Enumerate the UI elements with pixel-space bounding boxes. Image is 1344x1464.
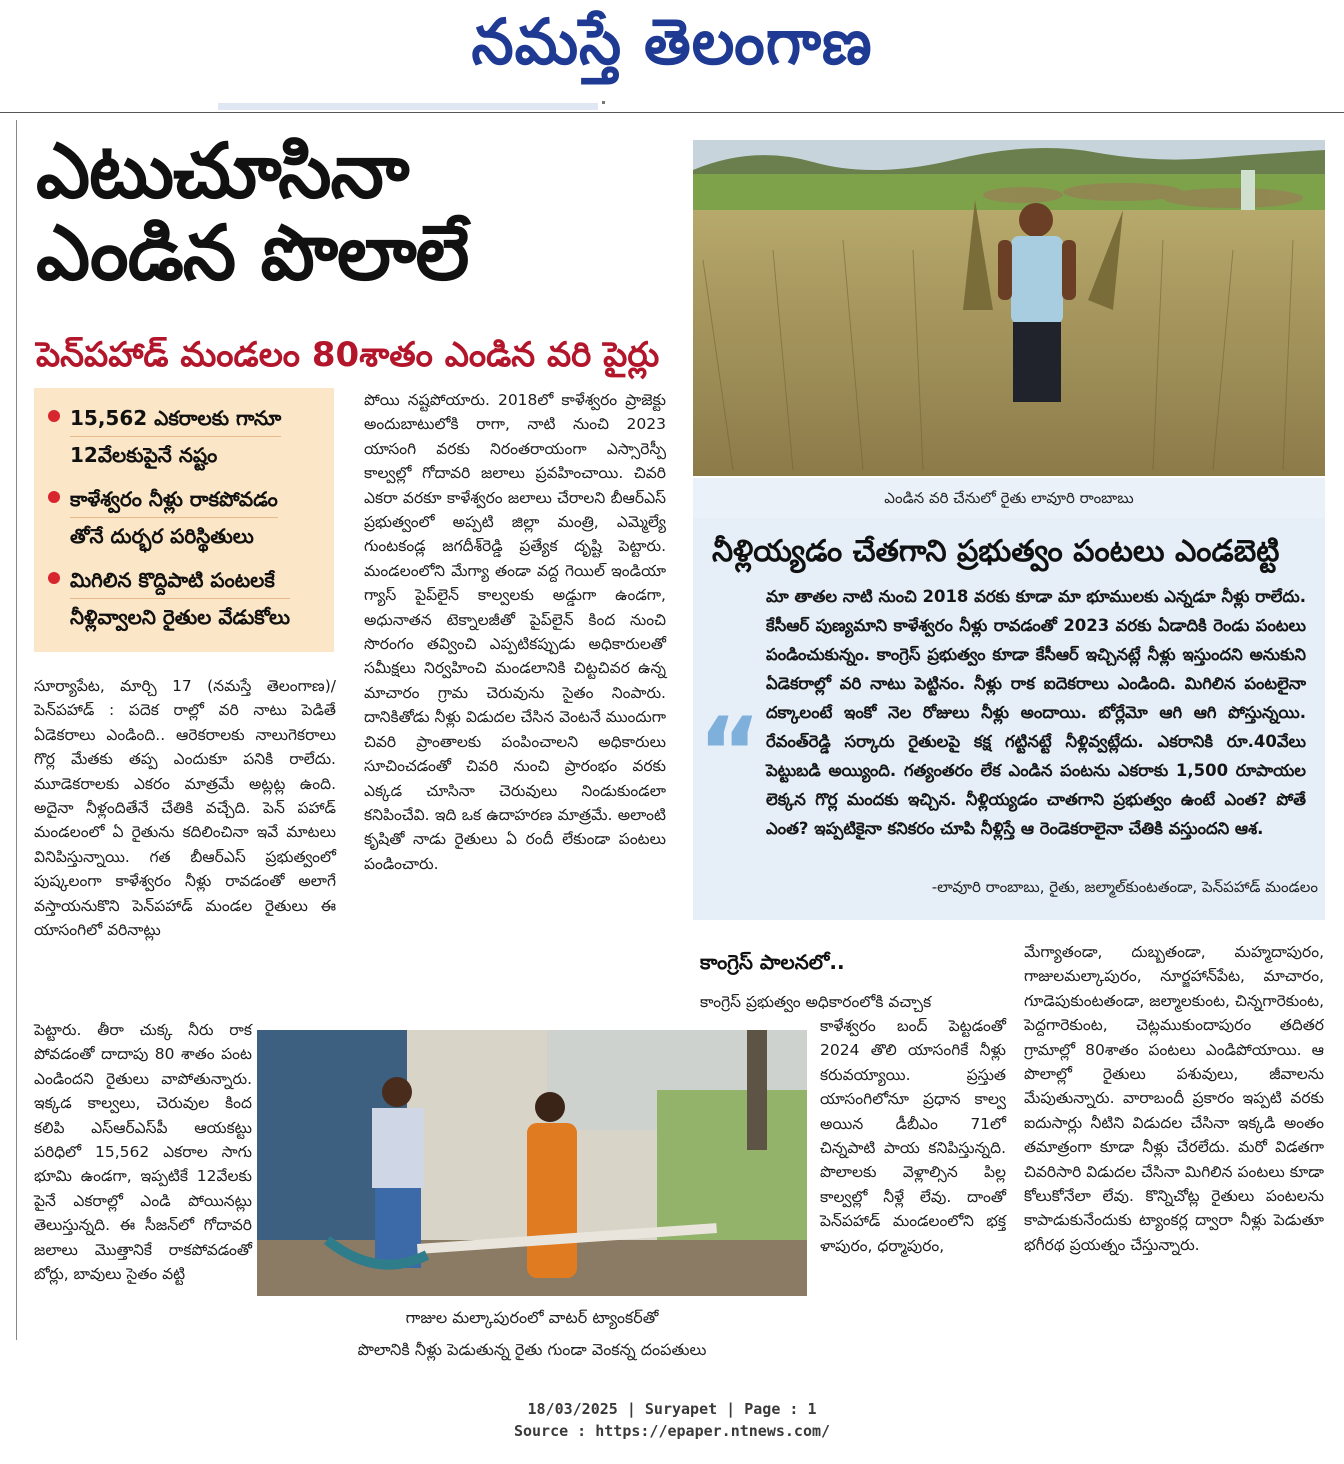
footer-date-edition: 18/03/2025 | Suryapet | Page : 1 (527, 1400, 817, 1418)
footer-source: Source : https://epaper.ntnews.com/ (513, 1422, 831, 1440)
masthead-divider (0, 112, 1344, 113)
photo-caption-top: ఎండిన వరి చేనులో రైతు లావూరి రాంబాబు (693, 478, 1325, 518)
article-column-1: సూర్యాపేట, మార్చి 17 (నమస్తే తెలంగాణ)/పెన్‌పహాడ్ : పదెక రాల్లో వరి నాటు పెడితే ఏడెకరాలు ఎండింది.. ఆరెకరాలకు నాలుగెకరాలు గొర్ల మేతకు తప్ప ఎందుకూ పనికి రాలేదు. మూడెకరాలకు ఎకరం మాత్రమే అట్లట్ల ఉంది. అదైనా నీళ్లందితేనే చేతికి వచ్చేది. పెన్ పహాడ్ మండలంలో ఏ రైతును కదిలించినా ఇవే మాటలు వినిపిస్తున్నాయి. గత బీఆర్‌ఎస్ ప్రభుత్వంలో పుష్కలంగా కాళేశ్వరం నీళ్లు రావడంతో అలాగే వస్తాయనుకొని పెన్‌పహాడ్ మండల రైతులు ఈ యాసంగిలో వరినాట్లు (34, 677, 336, 940)
photo-caption-bottom-line-1: గాజుల మల్కాపురంలో వాటర్ ట్యాంకర్‌తో (405, 1308, 659, 1327)
quote-text: మా తాతల నాటి నుంచి 2018 వరకు కూడా మా భూములకు ఎన్నడూ నీళ్లు రాలేదు. కేసీఆర్ పుణ్యమాని కాళేశ్వరం నీళ్లు రావడంతో 2023 వరకు ఏడాదికి రెండు పంటలు పండించుకున్నం. కాంగ్రెస్ ప్రభుత్వం కూడా కేసీఆర్ ఇచ్చినట్లే నీళ్లు ఇస్తుందని అనుకుని ఏడెకరాల్లో వరి నాటు పెట్టినం. నీళ్లు రాక ఐదెకరాలు ఎండింది. మిగిలిన పంటలైనా దక్కాలంటే ఇంకో నెల రోజులు నీళ్లు అందాయి. బోర్లేమో ఆగి ఆగి పోస్తున్నయి. రేవంత్‌రెడ్డి సర్కారు రైతులపై కక్ష గట్టినట్టే నీళ్లివ్వట్లేదు. ఎకరానికి రూ.40వేలు పెట్టుబడి అయ్యింది. గత్యంతరం లేక ఎండిన పంటను ఎకరాకు 1,500 రూపాయల లెక్కన గొర్ల మందకు ఇచ్చిన. నీళ్లియ్యడం చాతగాని ప్రభుత్వం ఉంటే ఎంత? పోతే ఎంత? ఇప్పటికైనా కనికరం చూపి నీళ్లిస్తే ఆ రెండెకరాలైనా చేతికి వస్తుందని ఆశ. (766, 587, 1306, 838)
headline-line-1: ఎటుచూసినా (36, 126, 409, 215)
photo-caption-bottom (257, 1302, 807, 1366)
left-margin-rule (16, 120, 17, 1340)
bullet-icon (48, 410, 60, 422)
article-column-2: పోయి నష్టపోయారు. 2018లో కాళేశ్వరం ప్రాజెక్టు అందుబాటులోకి రాగా, నాటి నుంచి 2023 యాసంగి వరకు నిరంతరాయంగా ఎస్సారెస్పీ కాల్వల్లో గోదావరి జలాలు ప్రవహించాయి. చివరి ఎకరా వరకూ కాళేశ్వరం జలాలు చేరాలని బీఆర్‌ఎస్ ప్రభుత్వంలో అప్పటి జిల్లా మంత్రి, ఎమ్మెల్యే గుంటకండ్ల జగదీశ్‌రెడ్డి ప్రత్యేక దృష్టి పెట్టారు. మండలంలోని మేగ్యా తండా వద్ద గెయిల్ ఇండియా గ్యాస్ పైప్‌లైన్ కాల్వలకు అడ్డుగా ఉండగా, అధునాతన టెక్నాలజీతో పైప్‌లైన్ కింద నుంచి సొరంగం తవ్వించి ఎప్పటికప్పుడు అధికారులతో సమీక్షలు నిర్వహించి మండలానికి చిట్టచివర ఉన్న మాచారం గ్రామ చెరువును సైతం నింపారు. దానికితోడు నీళ్లు విడుదల చేసిన వెంటనే ముందుగా చివరి ప్రాంతాలకు పంపించాలని అధికారులు సూచించడంతో చివరి నుంచి ప్రారంభం వరకు ఎక్కడ చూసినా చెరువులు నిండుకుండలా కనిపించేవి. ఇది ఒక ఉదాహరణ మాత్రమే. అలాంటి కృషితో నాడు రైతులు ఏ రందీ లేకుండా పంటలు పండించారు. (364, 391, 666, 873)
bullet-icon (48, 491, 60, 503)
masthead-accent-bar (218, 103, 598, 110)
subheadline: పెన్‌పహాడ్ మండలం 80శాతం ఎండిన వరి పైర్లు (36, 335, 660, 375)
page-footer (0, 1398, 1344, 1442)
article-column-1-continued: పెట్టారు. తీరా చుక్క నీరు రాక పోవడంతో దాదాపు 80 శాతం పంట ఎండిందని రైతులు వాపోతున్నారు. ఇక్కడ కాల్వలు, చెరువుల కింద కలిపి ఎస్‌ఆర్‌ఎస్‌పీ ఆయకట్టు పరిధిలో 15,562 ఎకరాల సాగు భూమి ఉండగా, ఇప్పటికే 12వేలకు పైనే ఎకరాల్లో ఎండి పోయినట్లు తెలుస్తున్నది. ఈ సీజన్‌లో గోదావరి జలాలు మొత్తానికే రాకపోవడంతో బోర్లు, బావులు సైతం వట్టి (34, 1021, 252, 1284)
congress-column-3: కాళేశ్వరం బంద్ పెట్టడంతో 2024 తొలి యాసంగికే నీళ్లు కరువయ్యాయి. ప్రస్తుత యాసంగిలోనూ ప్రధాన కాల్వ అయిన డీబీఎం 71లో చిన్నపాటి పాయ కనిపిస్తున్నది. పొలాలకు వెళ్లాల్సిన పిల్ల కాల్వల్లో నీళ్లే లేవు. దాంతో పెన్‌పహాడ్ మండలంలోని భక్త ళాపురం, ధర్మాపురం, (820, 1017, 1006, 1255)
photo-caption-bottom-line-2: పొలానికి నీళ్లు పెడుతున్న రైతు గుండా వెంకన్న దంపతులు (357, 1340, 707, 1359)
bullet-icon (48, 572, 60, 584)
highlight-item: కాళేశ్వరం నీళ్లు రాకపోవడం తోనే దుర్భర పరిస్థితులు (44, 481, 324, 554)
congress-column-intro: కాంగ్రెస్ ప్రభుత్వం అధికారంలోకి వచ్చాక (700, 993, 932, 1011)
quote-attribution: -లావూరి రాంబాబు, రైతు, జల్మాల్‌కుంటతండా, పెన్‌పహాడ్ మండలం (931, 878, 1318, 896)
newspaper-logo: నమస్తే తెలంగాణ (471, 5, 873, 80)
highlights-box (34, 388, 334, 652)
photo-water-tanker (257, 1030, 807, 1296)
photo-farmer-dried-field (693, 140, 1325, 476)
headline-line-2: ఎండిన పొలాలే (36, 208, 469, 297)
headline (36, 126, 686, 297)
quote-title: నీళ్లియ్యడం చేతగాని ప్రభుత్వం పంటలు ఎండబెట్టి (712, 534, 1280, 569)
quote-icon: “ (698, 697, 762, 809)
section-heading-congress: కాంగ్రెస్ పాలనలో.. (700, 950, 845, 974)
highlight-item: మిగిలిన కొద్దిపాటి పంటలకే నీళ్లివ్వాలని రైతుల వేడుకోలు (44, 562, 324, 635)
highlight-item: 15,562 ఎకరాలకు గానూ 12వేలకుపైనే నష్టం (44, 400, 324, 473)
masthead-dot (602, 101, 605, 104)
masthead (0, 0, 1344, 96)
congress-column-4: మేగ్యాతండా, దుబ్బతండా, మహ్మదాపురం, గాజులమల్కాపురం, నూర్జహాన్‌పేట, మాచారం, గూడెపుకుంటతండా, జల్మాలకుంట, చిన్నగారెకుంట, పెద్దగారెకుంట, చెట్లముకుందాపురం తదితర గ్రామాల్లో 80శాతం పంటలు ఎండిపోయాయి. ఆ పొలాల్లో రైతులు పశువులు, జీవాలను మేపుతున్నారు. వారాబందీ ప్రకారం ఇప్పటి వరకు ఐదుసార్లు నీటిని విడుదల చేసినా ఇక్కడి అంతం తమాత్రంగా కూడా నీళ్లు చేరలేదు. మరో విడతగా చివరిసారి విడుదల చేసినా మిగిలిన పంటలు కూడా కోలుకోనేలా లేవు. కొన్నిచోట్ల రైతులు పంటలను కాపాడుకునేందుకు ట్యాంకర్ల ద్వారా నీళ్లు పెడుతూ భగీరథ ప్రయత్నం చేస్తున్నారు. (1024, 943, 1324, 1254)
